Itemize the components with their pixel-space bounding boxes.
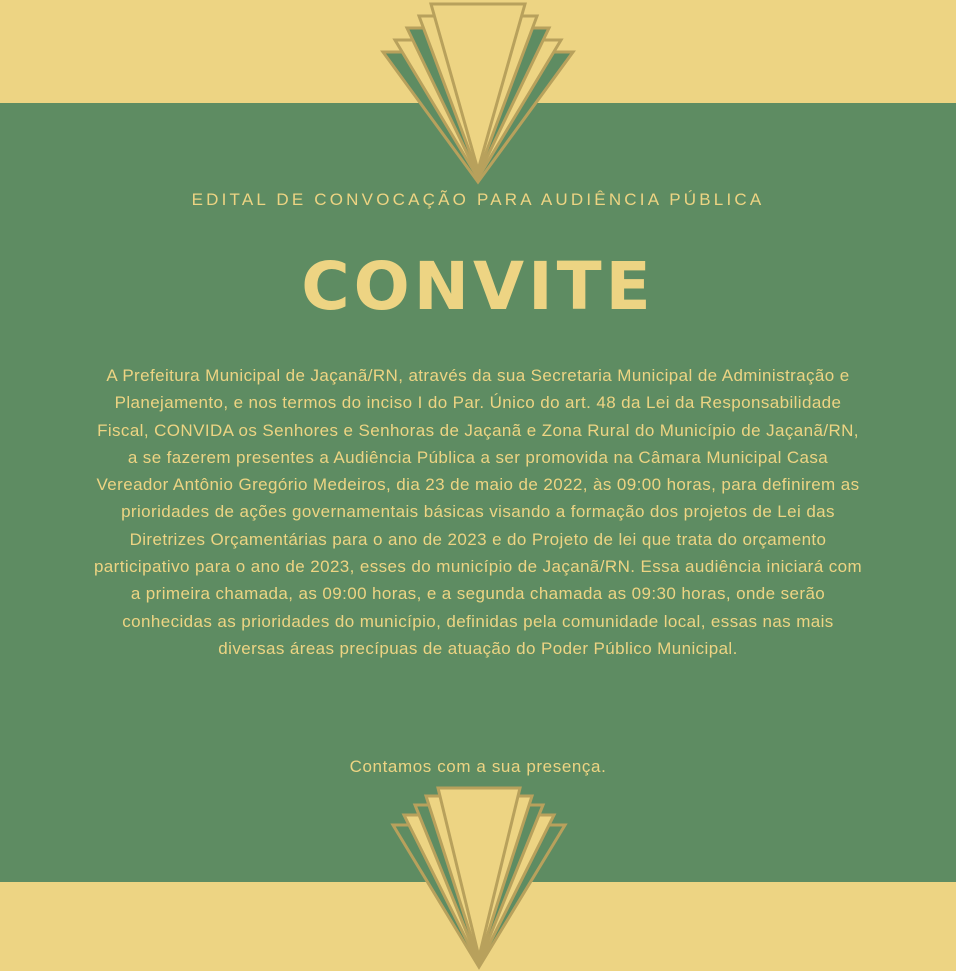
art-deco-fan-ornament-top — [378, 0, 578, 185]
convite-title: CONVITE — [301, 248, 655, 325]
invitation-body-text: A Prefeitura Municipal de Jaçanã/RN, através da sua Secretaria Municipal de Administração e Planejamento, e nos termos do inciso I do Par. Único do art. 48 da Lei da Responsabilidade Fiscal, CONVIDA os Senhores e Senhoras de Jaçanã e Zona Rural do Município de Jaçanã/RN, a se fazerem presentes a Audiência Pública a ser promovida na Câmara Municipal Casa Vereador Antônio Gregório Medeiros, dia 23 de maio de 2022, às 09:00 horas, para definirem as prioridades de ações governamentais básicas visando a formação dos projetos de Lei das Diretrizes Orçamentárias para o ano de 2023 e do Projeto de lei que trata do orçamento participativo para o ano de 2023, esses do município de Jaçanã/RN. Essa audiência iniciará com a primeira chamada, as 09:00 horas, e a segunda chamada as 09:30 horas, onde serão conhecidas as prioridades do município, definidas pela comunidade local, essas nas mais diversas áreas precípuas de atuação do Poder Público Municipal. — [93, 366, 863, 658]
edital-subtitle: EDITAL DE CONVOCAÇÃO PARA AUDIÊNCIA PÚBLICA — [191, 190, 765, 209]
closing-line: Contamos com a sua presença. — [349, 757, 607, 776]
art-deco-fan-ornament-bottom — [388, 785, 570, 971]
